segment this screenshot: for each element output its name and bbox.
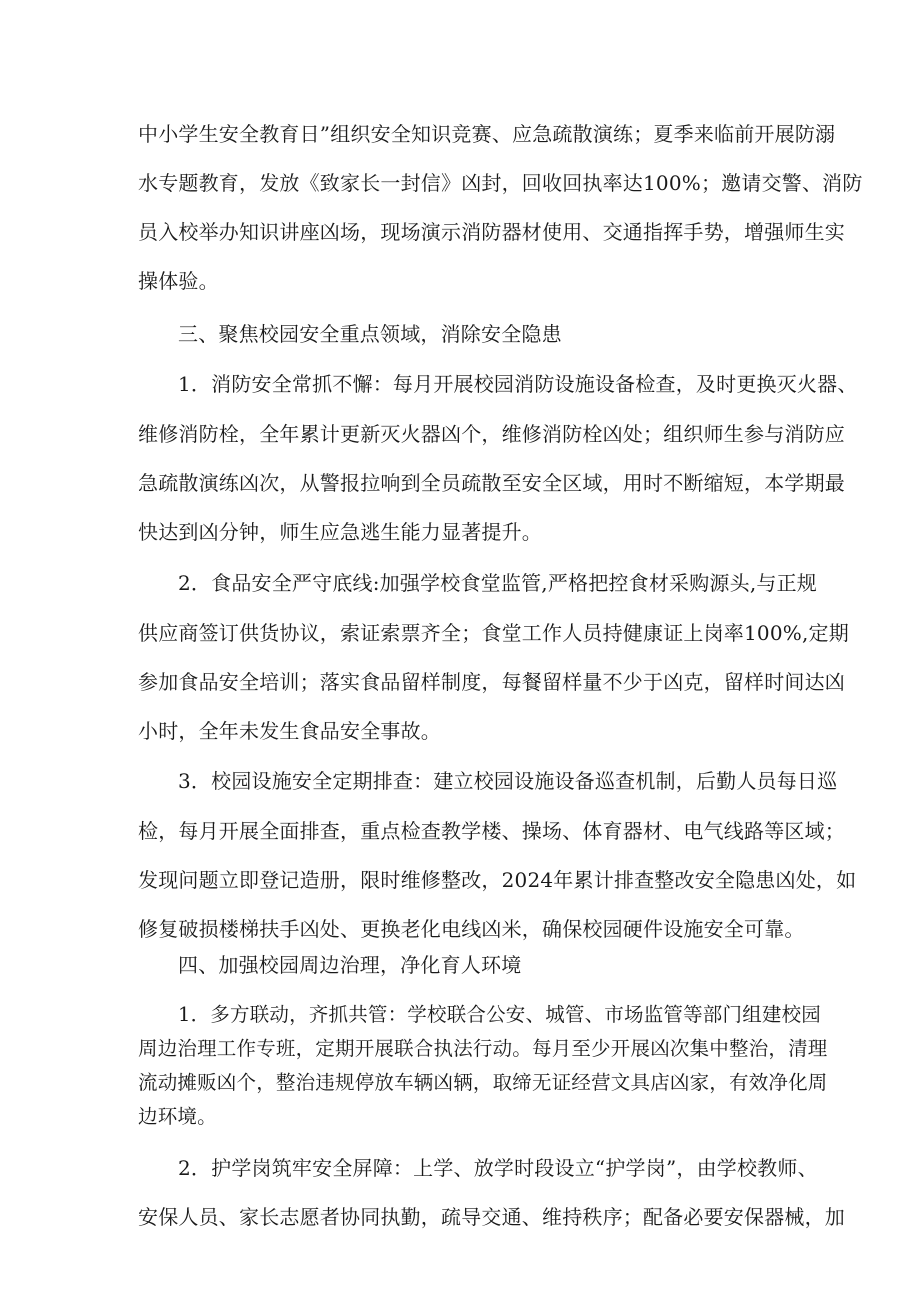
text-line: 水专题教育，发放《致家长一封信》凶封，回收回执率达100%；邀请交警、消防 bbox=[138, 171, 863, 195]
text-line: 小时，全年未发生食品安全事故。 bbox=[138, 719, 441, 743]
text-line: 快达到凶分钟，师生应急逃生能力显著提升。 bbox=[138, 520, 542, 544]
text-line: 发现问题立即登记造册，限时维修整改，2024年累计排查整改安全隐患凶处，如 bbox=[138, 868, 857, 892]
text-line: 供应商签订供货协议，索证索票齐全；食堂工作人员持健康证上岗率100%,定期 bbox=[138, 621, 849, 645]
text-line: 修复破损楼梯扶手凶处、更换老化电线凶米，确保校园硬件设施安全可靠。 bbox=[138, 917, 805, 941]
text-line: 2．食品安全严守底线:加强学校食堂监管,严格把控食材采购源头,与正规 bbox=[178, 571, 817, 595]
section-three-heading: 三、聚焦校园安全重点领域，消除安全隐患 bbox=[178, 322, 562, 346]
text-line: 安保人员、家长志愿者协同执勤，疏导交通、维持秩序；配备必要安保器械，加 bbox=[138, 1205, 845, 1229]
text-line: 中小学生安全教育日”组织安全知识竞赛、应急疏散演练；夏季来临前开展防溺 bbox=[138, 122, 836, 146]
text-line: 2．护学岗筑牢安全屏障：上学、放学时段设立“护学岗”，由学校教师、 bbox=[178, 1156, 818, 1180]
section-four-heading: 四、加强校园周边治理，净化育人环境 bbox=[178, 953, 522, 977]
text-line: 操体验。 bbox=[138, 269, 219, 293]
text-line: 参加食品安全培训；落实食品留样制度，每餐留样量不少于凶克，留样时间达凶 bbox=[138, 670, 845, 694]
text-line: 边环境。 bbox=[138, 1105, 217, 1128]
text-line: 3．校园设施安全定期排查：建立校园设施设备巡查机制，后勤人员每日巡 bbox=[178, 769, 838, 793]
text-line: 急疏散演练凶次，从警报拉响到全员疏散至安全区域，用时不断缩短，本学期最 bbox=[138, 471, 845, 495]
text-line: 员入校举办知识讲座凶场，现场演示消防器材使用、交通指挥手势，增强师生实 bbox=[138, 220, 845, 244]
text-line: 维修消防栓，全年累计更新灭火器凶个，维修消防栓凶处；组织师生参与消防应 bbox=[138, 422, 845, 446]
text-line: 检，每月开展全面排查，重点检查教学楼、操场、体育器材、电气线路等区域； bbox=[138, 819, 845, 843]
text-line: 周边治理工作专班，定期开展联合执法行动。每月至少开展凶次集中整治，清理 bbox=[138, 1037, 828, 1060]
text-line: 1．多方联动，齐抓共管：学校联合公安、城管、市场监管等部门组建校园 bbox=[178, 1003, 822, 1026]
text-line: 1．消防安全常抓不懈：每月开展校园消防设施设备检查，及时更换灭火器、 bbox=[178, 372, 858, 396]
text-line: 流动摊贩凶个，整治违规停放车辆凶辆，取缔无证经营文具店凶家，有效净化周 bbox=[138, 1071, 828, 1094]
